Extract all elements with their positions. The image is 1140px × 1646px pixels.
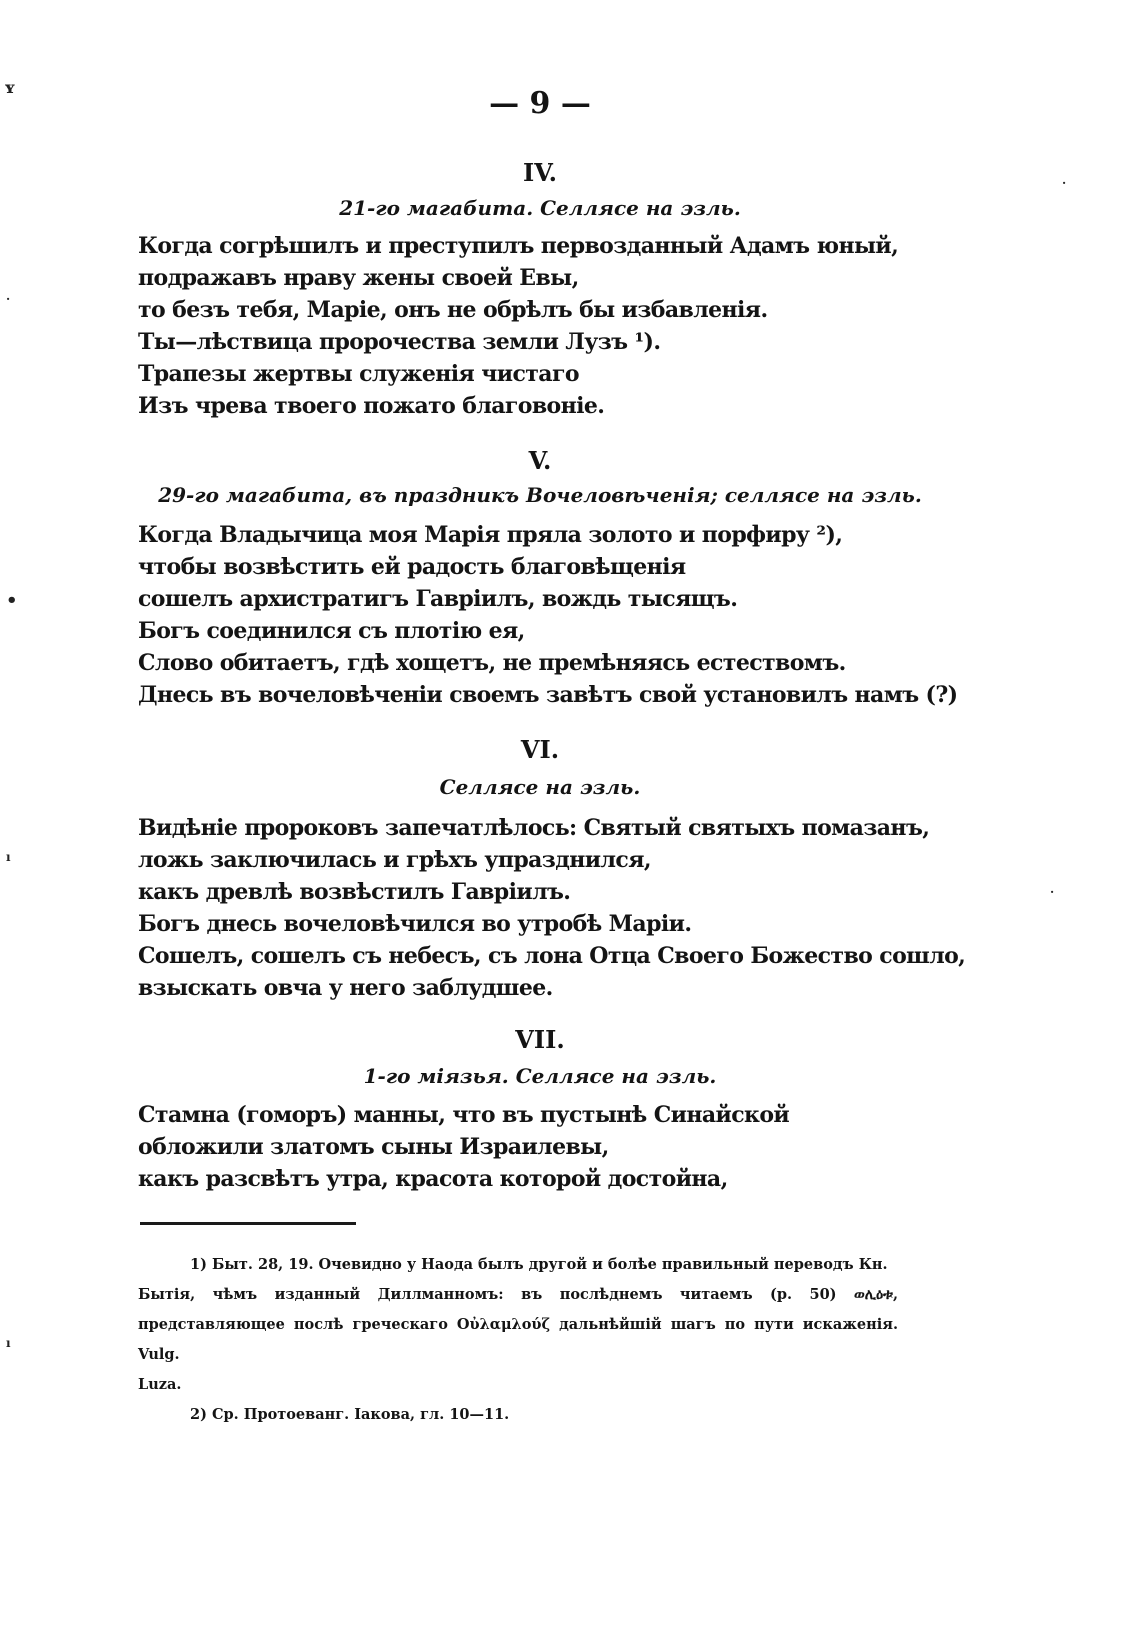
verse-line: Когда согрѣшилъ и преступилъ первозданный Адамъ юный,: [138, 233, 899, 259]
scan-speck: ı: [6, 1336, 11, 1350]
footnote-1-line: 1) Быт. 28, 19. Очевидно у Наода былъ другой и болѣе правильный переводъ Кн.: [190, 1256, 888, 1273]
verse-line: Видѣніе пророковъ запечатлѣлось: Святый святыхъ помазанъ,: [138, 815, 930, 841]
verse-line: Когда Владычица моя Марія пряла золото и порфиру ²),: [138, 522, 843, 548]
verse-line: обложили златомъ сыны Израилевы,: [138, 1134, 609, 1160]
footnote-2: 2) Ср. Протоеванг. Іакова, гл. 10—11.: [190, 1406, 510, 1423]
verse-line: Трапезы жертвы служенія чистаго: [138, 361, 579, 387]
scan-speck: ı: [6, 850, 11, 864]
verse-line: какъ разсвѣтъ утра, красота которой достойна,: [138, 1166, 728, 1192]
page-number: — 9 —: [489, 86, 591, 121]
verse-list: [138, 519, 957, 711]
section-subtitle: 29-го магабита, въ праздникъ Вочеловѣченія; селлясе на эзль.: [158, 483, 922, 507]
scan-speck: •: [6, 590, 18, 611]
scan-speck: ·: [1050, 885, 1055, 899]
verse-list: [138, 812, 965, 1004]
scan-speck: ·: [1062, 176, 1067, 190]
verse-line: Сошелъ, сошелъ съ небесъ, съ лона Отца Своего Божество сошло,: [138, 943, 966, 969]
footnotes: [138, 1250, 898, 1430]
verse-line: Ты—лѣствица пророчества земли Лузъ ¹).: [138, 329, 661, 355]
verse-line: Днесь въ вочеловѣченіи своемъ завѣтъ свой установилъ намъ (?): [138, 682, 958, 708]
section-numeral: IV.: [522, 158, 557, 187]
verse-line: Слово обитаетъ, гдѣ хощетъ, не премѣняясь естествомъ.: [138, 650, 846, 676]
section-subtitle: 1-го міязья. Селлясе на эзль.: [363, 1064, 717, 1088]
verse-line: какъ древлѣ возвѣстилъ Гавріилъ.: [138, 879, 571, 905]
section-subtitle: 21-го магабита. Селлясе на эзль.: [339, 196, 741, 220]
section-subtitle: Селлясе на эзль.: [439, 775, 641, 799]
verse-list: [138, 1099, 789, 1195]
verse-line: подражавъ нраву жены своей Евы,: [138, 265, 579, 291]
verse-line: взыскать овча у него заблудшее.: [138, 975, 553, 1001]
verse-line: Изъ чрева твоего пожато благовоніе.: [138, 393, 605, 419]
footnote-1-line: Бытія, чѣмъ изданный Диллманномъ: въ послѣднемъ читаемъ (р. 50) ወሊዕቱ,: [138, 1286, 898, 1303]
scan-speck: ·: [6, 292, 11, 306]
section-numeral: V.: [528, 446, 552, 475]
footnote-1-line: Luza.: [138, 1376, 182, 1393]
verse-list: [138, 230, 898, 422]
footnote-1-line: представляющее послѣ греческаго Οὐλαμλούζ дальнѣйшій шагъ по пути искаженія. Vulg.: [138, 1316, 898, 1363]
section-numeral: VII.: [515, 1025, 565, 1054]
verse-line: Стамна (гоморъ) манны, что въ пустынѣ Синайской: [138, 1102, 790, 1128]
verse-line: Богъ соединился съ плотію ея,: [138, 618, 525, 644]
footnote-separator: [140, 1222, 356, 1225]
verse-line: сошелъ архистратигъ Гавріилъ, вождь тысящъ.: [138, 586, 738, 612]
verse-line: ложь заключилась и грѣхъ упразднился,: [138, 847, 651, 873]
verse-line: то безъ тебя, Маріе, онъ не обрѣлъ бы избавленія.: [138, 297, 768, 323]
section-numeral: VI.: [520, 735, 560, 764]
scan-speck: ʏ: [4, 78, 16, 97]
verse-line: Богъ днесь вочеловѣчился во утробѣ Маріи.: [138, 911, 692, 937]
verse-line: чтобы возвѣстить ей радость благовѣщенія: [138, 554, 686, 580]
